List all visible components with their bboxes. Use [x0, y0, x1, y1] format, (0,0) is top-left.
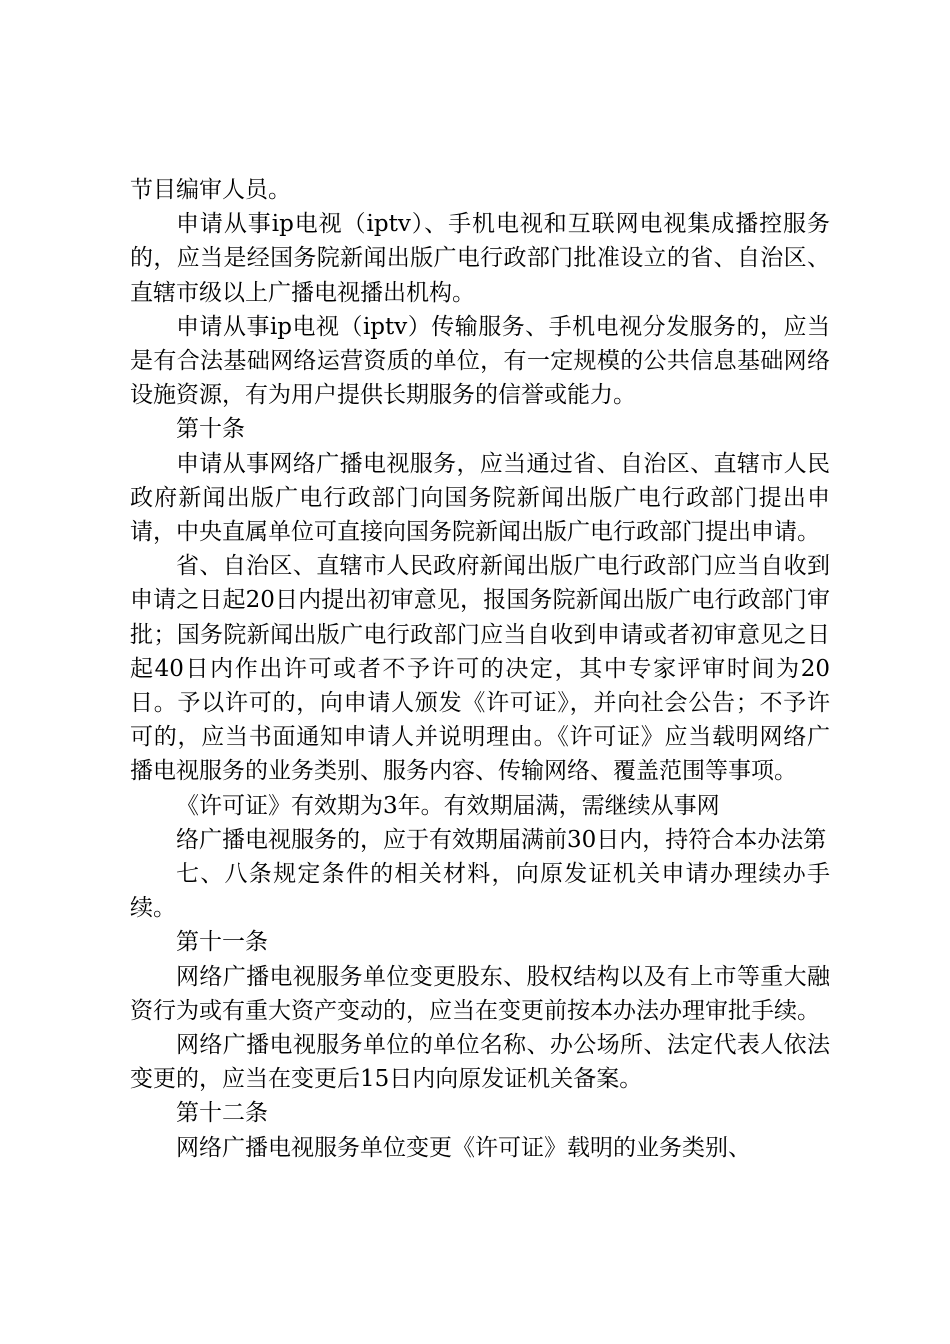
- article-heading: 第十一条: [176, 929, 268, 956]
- paragraph: 申请从事ip电视（iptv）、手机电视和互联网电视集成播控服务的，应当是经国务院新闻出版广电行政部门批准设立的省、自治区、直辖市级以上广播电视播出机构。: [130, 211, 830, 306]
- paragraph: 络广播电视服务的，应于有效期届满前30日内，持符合本办法第: [176, 826, 827, 853]
- paragraph: 网络广播电视服务单位变更股东、股权结构以及有上市等重大融资行为或有重大资产变动的，应当在变更前按本办法办理审批手续。: [130, 963, 830, 1024]
- paragraph: 申请从事网络广播电视服务，应当通过省、自治区、直辖市人民政府新闻出版广电行政部门向国务院新闻出版广电行政部门提出申请，中央直属单位可直接向国务院新闻出版广电行政部门提出申请。: [130, 450, 830, 546]
- paragraph: 网络广播电视服务单位变更《许可证》载明的业务类别、: [176, 1134, 751, 1161]
- article-heading: 第十二条: [176, 1100, 268, 1127]
- paragraph: 《许可证》有效期为3年。有效期届满，需继续从事网: [176, 792, 720, 819]
- paragraph: 网络广播电视服务单位的单位名称、办公场所、法定代表人依法变更的，应当在变更后15日内向原发证机关备案。: [130, 1032, 830, 1093]
- paragraph: 申请从事ip电视（iptv）传输服务、手机电视分发服务的，应当是有合法基础网络运营资质的单位，有一定规模的公共信息基础网络设施资源，有为用户提供长期服务的信誉或能力。: [130, 313, 830, 409]
- paragraph: 节目编审人员。: [130, 177, 291, 203]
- paragraph: 省、自治区、直辖市人民政府新闻出版广电行政部门应当自收到申请之日起20日内提出初审意见，报国务院新闻出版广电行政部门审批；国务院新闻出版广电行政部门应当自收到申请或者初审意见之日起40日内作出许可或者不予许可的决定，其中专家评审时间为20日。予以许可的，向申请人颁发《许可证》，并向社会公告；不予许可的，应当书面通知申请人并说明理由。《许可证》应当载明网络广播电视服务的业务类别、服务内容、传输网络、覆盖范围等事项。: [130, 553, 830, 785]
- paragraph: 七、八条规定条件的相关材料，向原发证机关申请办理续办手续。: [130, 861, 830, 922]
- article-heading: 第十条: [176, 416, 245, 443]
- document-body: [130, 173, 830, 1165]
